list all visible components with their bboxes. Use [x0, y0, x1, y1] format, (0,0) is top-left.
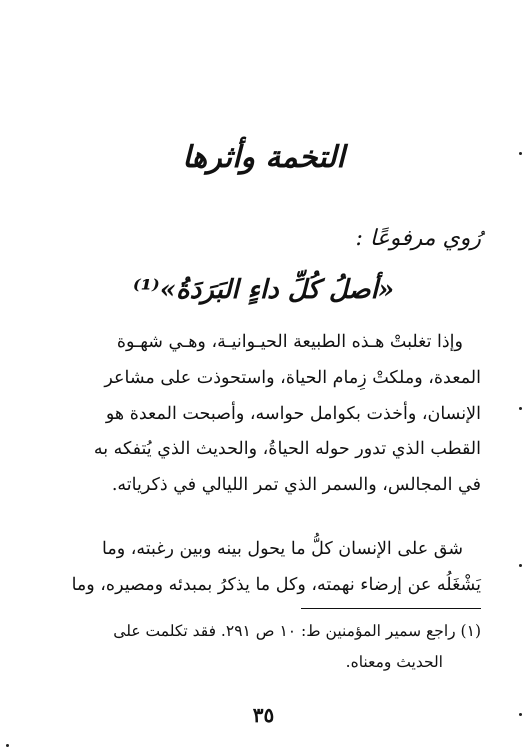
text-line: في المجالس، والسمر الذي تمر الليالي في ذكرياته.: [111, 475, 481, 496]
margin-mark: [519, 713, 522, 716]
page-number: ٣٥: [252, 703, 275, 727]
paragraph-1: [45, 325, 481, 504]
footnote-divider: [301, 608, 481, 609]
text-line: المعدة، وملكتْ زِمام الحياة، واستحوذت على مشاعر: [104, 367, 481, 388]
chapter-title: التخمة وأثرها: [182, 140, 345, 175]
margin-mark: [519, 564, 522, 567]
text-line: يَشْغَلُه عن إرضاء نهمته، وكل ما يذكرُ بمبدئه ومصيره، وما: [71, 574, 481, 595]
hadith-quote: «أصلُ كُلِّ داءٍ البَرَدَةُ»⁽¹⁾: [132, 275, 395, 305]
margin-mark: [519, 152, 522, 155]
text-line: وإذا تغلبتْ هـذه الطبيعة الحيـوانيـة، وهـي شهـوة: [116, 332, 463, 352]
text-line: شق على الإنسان كلُّ ما يحول بينه وبين رغبته، وما: [102, 539, 463, 559]
footnote-line: (١) راجع سمير المؤمنين ط: ١٠ ص ٢٩١. فقد تكلمت على: [113, 622, 481, 640]
text-line: القطب الذي تدور حوله الحياةُ، والحديث الذي يُتفكه به: [93, 439, 481, 460]
paragraph-2: [45, 532, 481, 604]
footnote: [45, 616, 481, 678]
hadith-intro: رُوي مرفوعًا :: [355, 226, 481, 251]
margin-mark: [519, 407, 522, 410]
text-line: الإنسان، وأخذت بكوامل حواسه، وأصبحت المعدة هو: [105, 403, 481, 424]
margin-mark: [6, 744, 9, 747]
footnote-line: الحديث ومعناه.: [345, 653, 443, 671]
